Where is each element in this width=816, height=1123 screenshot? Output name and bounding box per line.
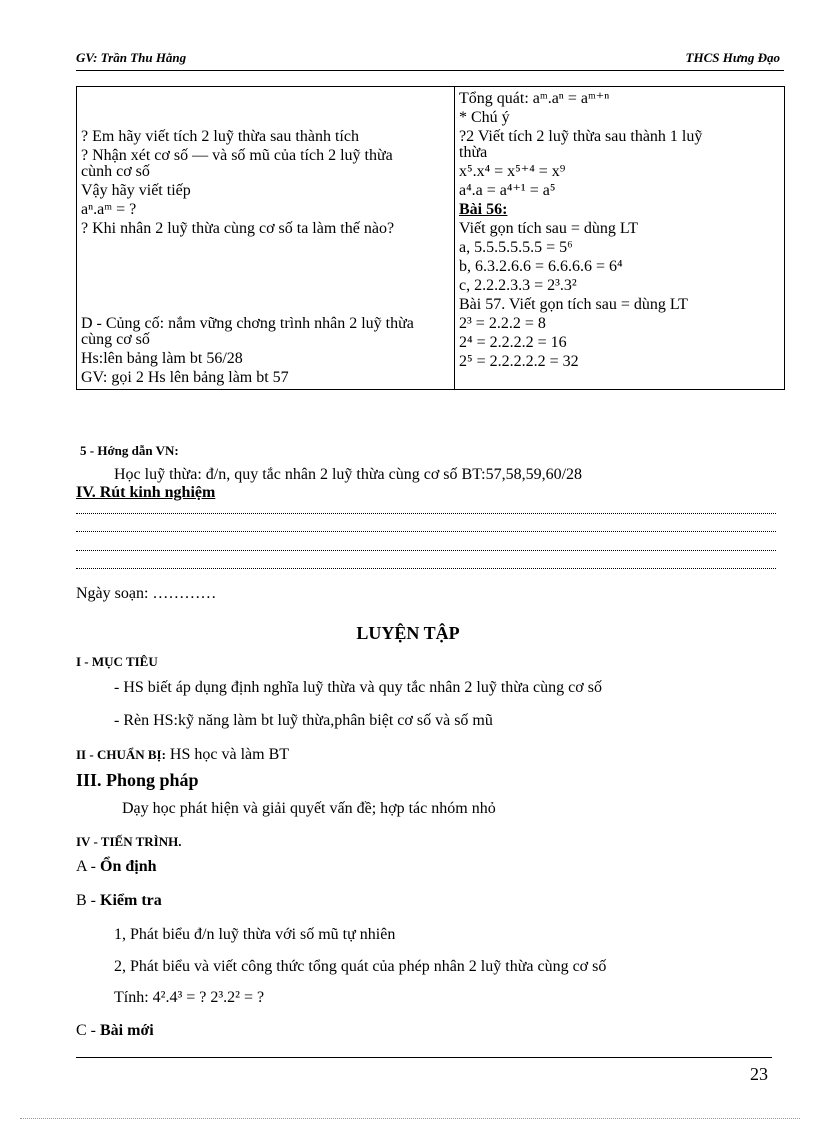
new-lesson-row [76, 1022, 154, 1040]
experience-heading: IV. Rút kinh nghiệm [76, 484, 216, 501]
method-heading: III. Phong pháp [76, 770, 199, 790]
dotted-line [76, 568, 776, 569]
right-line: c, 2.2.2.3.3 = 2³.3² [459, 277, 577, 294]
method-text: Dạy học phát hiện và giải quyết vấn đề; hợp tác nhóm nhỏ [122, 800, 496, 817]
objective-item: - HS biết áp dụng định nghĩa luỹ thừa và quy tắc nhân 2 luỹ thừa cùng cơ số [114, 679, 602, 696]
check-heading: Kiểm tra [100, 892, 162, 909]
stabilize-row [76, 858, 156, 876]
dotted-line [76, 531, 776, 532]
header-rule [76, 70, 784, 71]
new-lesson-heading: Bài mới [100, 1022, 154, 1039]
page-number: 23 [750, 1064, 768, 1084]
lesson-title: LUYỆN TẬP [356, 623, 460, 643]
objective-item: - Rèn HS:kỹ năng làm bt luỹ thừa,phân biệt cơ số và số mũ [114, 712, 493, 729]
check-item: 1, Phát biểu đ/n luỹ thừa với số mũ tự nhiên [114, 926, 396, 943]
left-line: cùng cơ số [81, 331, 150, 348]
right-line: 2³ = 2.2.2 = 8 [459, 315, 546, 332]
right-line: Viết gọn tích sau = dùng LT [459, 220, 639, 237]
right-line: Tổng quát: aᵐ.aⁿ = aᵐ⁺ⁿ [459, 90, 610, 107]
footer-rule [76, 1057, 772, 1058]
preparation-row [76, 746, 289, 764]
header-school: THCS Hưng Đạo [685, 50, 780, 65]
left-line: D - Củng cố: nắm vững chơng trình nhân 2 luỹ thừa [81, 315, 414, 332]
left-line: Vậy hãy viết tiếp [81, 182, 191, 199]
page-edge-dots [20, 1118, 800, 1119]
prepared-date: Ngày soạn: ………… [76, 585, 217, 602]
right-line: ?2 Viết tích 2 luỹ thừa sau thành 1 luỹ [459, 128, 703, 145]
lesson-table [76, 86, 785, 390]
left-line [81, 238, 450, 257]
section-c-prefix: C - [76, 1022, 96, 1039]
right-line: thừa [459, 144, 488, 161]
homework-text: Học luỹ thừa: đ/n, quy tắc nhân 2 luỹ thừa cùng cơ số BT:57,58,59,60/28 [114, 466, 583, 483]
left-line [81, 276, 450, 295]
left-line [81, 257, 450, 276]
left-line: ? Em hãy viết tích 2 luỹ thừa sau thành tích [81, 128, 359, 145]
dotted-line [76, 513, 776, 514]
header-author: GV: Trần Thu Hằng [76, 50, 187, 65]
left-line: ? Nhận xét cơ số — và số mũ của tích 2 luỹ thừa [81, 147, 393, 164]
dotted-line [76, 550, 776, 551]
right-line: a⁴.a = a⁴⁺¹ = a⁵ [459, 182, 556, 199]
left-line [81, 108, 450, 127]
check-item: 2, Phát biểu và viết công thức tổng quát của phép nhân 2 luỹ thừa cùng cơ số [114, 958, 607, 975]
homework-heading: 5 - Hớng dẫn VN: [80, 443, 179, 458]
student-activities-cell [455, 87, 785, 390]
right-line: x⁵.x⁴ = x⁵⁺⁴ = x⁹ [459, 163, 566, 180]
exercise-56-title: Bài 56: [459, 201, 508, 218]
preparation-heading: II - CHUẨN BỊ: [76, 747, 166, 762]
right-line: a, 5.5.5.5.5.5 = 5⁶ [459, 239, 573, 256]
teacher-activities-cell [77, 87, 455, 390]
left-line: aⁿ.aᵐ = ? [81, 201, 137, 218]
left-line: ? Khi nhân 2 luỹ thừa cùng cơ số ta làm thế nào? [81, 220, 395, 237]
section-b-prefix: B - [76, 892, 96, 909]
left-line: cùnh cơ số [81, 163, 150, 180]
right-line: * Chú ý [459, 109, 510, 126]
right-line: b, 6.3.2.6.6 = 6.6.6.6 = 6⁴ [459, 258, 623, 275]
left-line: GV: gọi 2 Hs lên bảng làm bt 57 [81, 369, 289, 386]
right-line: 2⁵ = 2.2.2.2.2 = 32 [459, 353, 579, 370]
stabilize-heading: Ổn định [100, 858, 157, 875]
left-line [81, 295, 450, 314]
left-line [81, 89, 450, 108]
right-line: 2⁴ = 2.2.2.2 = 16 [459, 334, 567, 351]
preparation-text: HS học và làm BT [169, 746, 290, 763]
process-heading: IV - TIẾN TRÌNH. [76, 834, 182, 849]
check-row [76, 892, 162, 910]
objectives-heading: I - MỤC TIÊU [76, 654, 158, 669]
left-line: Hs:lên bảng làm bt 56/28 [81, 350, 243, 367]
section-a-prefix: A - [76, 858, 96, 875]
exercise-57-title: Bài 57. Viết gọn tích sau = dùng LT [459, 296, 688, 313]
check-item: Tính: 4².4³ = ? 2³.2² = ? [114, 989, 265, 1006]
